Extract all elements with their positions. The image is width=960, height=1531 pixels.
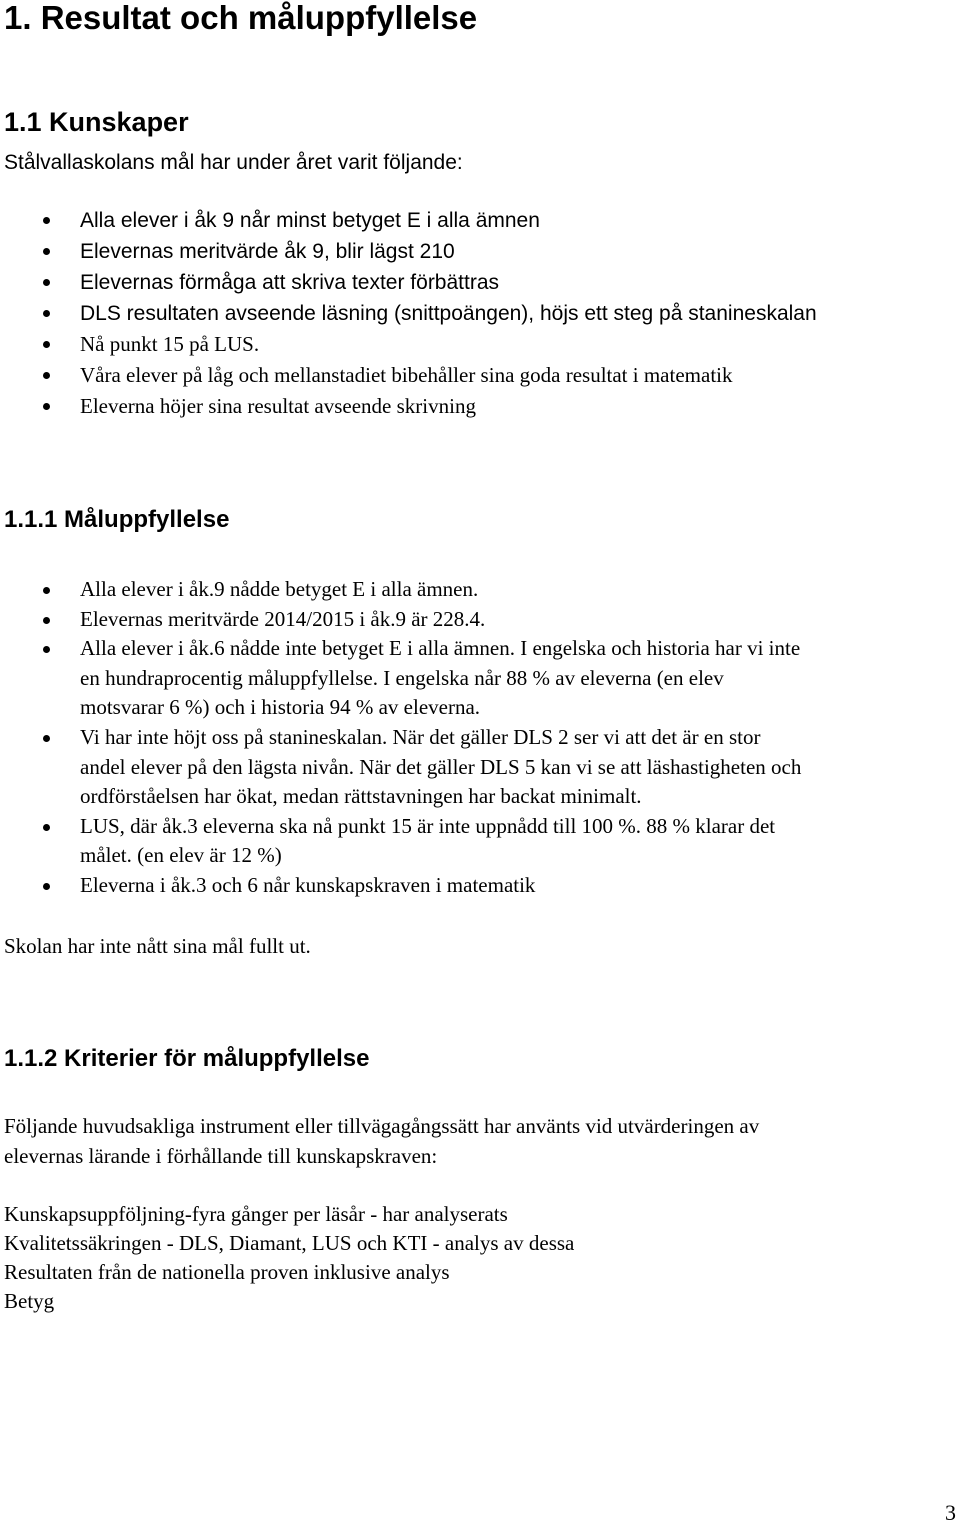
criteria-intro-line-1: Följande huvudsakliga instrument eller tillvägagångssätt har använts vid utvärderingen av (4, 1114, 760, 1138)
outcome-list (0, 575, 801, 901)
bullet-icon (43, 372, 50, 379)
bullet-icon (43, 341, 50, 348)
list-item: Nå punkt 15 på LUS. (0, 329, 817, 360)
list-item: Våra elever på låg och mellanstadiet bibehåller sina goda resultat i matematik (0, 360, 817, 391)
goals-intro: Stålvallaskolans mål har under året varit följande: (4, 151, 463, 174)
instrument-line: Betyg (4, 1289, 55, 1313)
instrument-line: Kunskapsuppföljning-fyra gånger per läsår - har analyserats (4, 1202, 508, 1226)
goals-list (0, 205, 817, 422)
list-item: Eleverna höjer sina resultat avseende skrivning (0, 391, 817, 422)
bullet-icon (43, 617, 50, 624)
section-heading-kriterier: 1.1.2 Kriterier för måluppfyllelse (4, 1045, 370, 1072)
page-title: 1. Resultat och måluppfyllelse (4, 0, 478, 36)
bullet-icon (43, 403, 50, 410)
instrument-line: Kvalitetssäkringen - DLS, Diamant, LUS och KTI - analys av dessa (4, 1231, 575, 1255)
section-heading-maluppfyllelse: 1.1.1 Måluppfyllelse (4, 506, 230, 533)
bullet-icon (43, 646, 50, 653)
criteria-intro-line-2: elevernas lärande i förhållande till kunskapskraven: (4, 1144, 438, 1168)
instrument-line: Resultaten från de nationella proven inklusive analys (4, 1260, 450, 1284)
list-item: Elevernas meritvärde åk 9, blir lägst 210 (0, 236, 817, 267)
list-item: DLS resultaten avseende läsning (snittpoängen), höjs ett steg på stanineskalan (0, 298, 817, 329)
list-item: Alla elever i åk.6 nådde inte betyget E i alla ämnen. I engelska och historia har vi inte en hundraprocentig måluppfyllelse. I engelska når 88 % av eleverna (en elev motsvarar 6 %) och i historia 94 % av eleverna. (0, 634, 801, 723)
bullet-icon (43, 735, 50, 742)
list-item: Vi har inte höjt oss på stanineskalan. När det gäller DLS 2 ser vi att det är en stor andel elever på den lägsta nivån. När det gäller DLS 5 kan vi se att läshastigheten och ordförståelsen har ökat, medan rättstavningen har backat minimalt. (0, 723, 801, 812)
list-item: Alla elever i åk 9 når minst betyget E i alla ämnen (0, 205, 817, 236)
list-item: Eleverna i åk.3 och 6 når kunskapskraven i matematik (0, 871, 801, 901)
bullet-icon (43, 279, 50, 286)
bullet-icon (43, 310, 50, 317)
list-item: LUS, där åk.3 eleverna ska nå punkt 15 är inte uppnådd till 100 %. 88 % klarar det målet. (en elev är 12 %) (0, 812, 801, 871)
bullet-icon (43, 248, 50, 255)
list-item: Elevernas förmåga att skriva texter förbättras (0, 267, 817, 298)
bullet-icon (43, 824, 50, 831)
bullet-icon (43, 217, 50, 224)
bullet-icon (43, 883, 50, 890)
section-heading-kunskaper: 1.1 Kunskaper (4, 107, 189, 137)
page-number: 3 (945, 1500, 956, 1525)
list-item: Alla elever i åk.9 nådde betyget E i alla ämnen. (0, 575, 801, 605)
list-item: Elevernas meritvärde 2014/2015 i åk.9 är 228.4. (0, 605, 801, 635)
bullet-icon (43, 587, 50, 594)
conclusion-text: Skolan har inte nått sina mål fullt ut. (4, 934, 311, 958)
